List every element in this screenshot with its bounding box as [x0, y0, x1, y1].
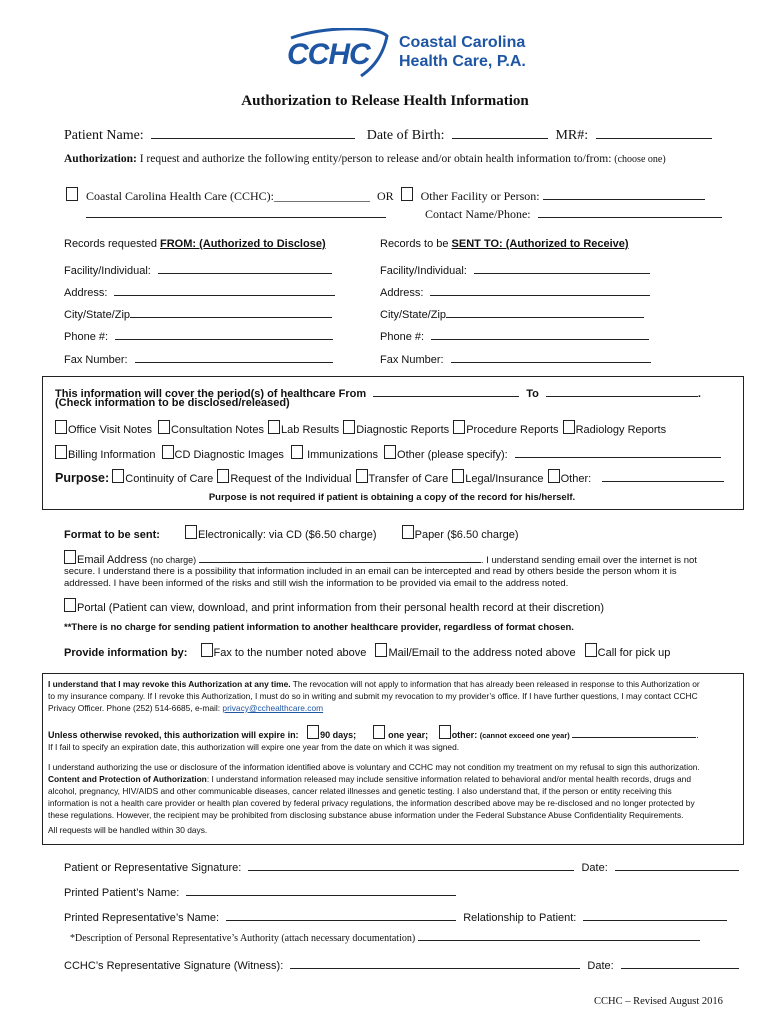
purpose-other-field[interactable] [602, 469, 724, 482]
from-address-label: Address: [64, 287, 108, 299]
purpose-other-checkbox[interactable] [548, 469, 560, 483]
period-to-label: To [526, 388, 539, 400]
logo [283, 28, 526, 78]
to-facility-row [380, 261, 650, 277]
content-line1 [48, 774, 691, 785]
mr-label: MR#: [555, 128, 589, 143]
request-label: Request of the Individual [230, 473, 352, 485]
continuity-checkbox[interactable] [112, 469, 124, 483]
page-title: Authorization to Release Health Information [241, 93, 529, 109]
expire-90-checkbox[interactable] [307, 725, 319, 739]
witness-row [64, 956, 739, 972]
from-fax-label: Fax Number: [64, 354, 128, 366]
provide-pickup[interactable] [585, 647, 671, 659]
consultation-checkbox[interactable] [158, 420, 170, 434]
provide-mail-label: Mail/Email to the address noted above [388, 647, 576, 659]
purpose-note: Purpose is not required if patient is obtaining a copy of the record for his/herself. [208, 492, 576, 503]
diagnostic-checkbox[interactable] [343, 420, 355, 434]
privacy-email-link[interactable]: privacy@cchealthcare.com [222, 703, 324, 713]
to-city-label: City/State/Zip [380, 309, 447, 321]
expire-label: Unless otherwise revoked, this authorization will expire in: [48, 730, 299, 740]
period-line2: (Check information to be disclosed/released) [55, 397, 290, 409]
expire-other-label: other: [451, 730, 478, 740]
provide-label: Provide information by: [64, 647, 188, 659]
to-address-row [380, 283, 650, 299]
logo-name-line1: Coastal Carolina [399, 34, 526, 51]
revoke-line3 [48, 703, 323, 714]
from-facility-label: Facility/Individual: [64, 265, 151, 277]
provide-mail-checkbox[interactable] [375, 643, 387, 657]
purpose-transfer[interactable] [356, 473, 449, 485]
from-address-row [64, 283, 335, 299]
provide-fax-checkbox[interactable] [201, 643, 213, 657]
revoke-line1 [48, 679, 700, 690]
from-address-field[interactable] [114, 283, 335, 296]
from-city-label: City/State/Zip [64, 309, 131, 321]
no-charge-note: **There is no charge for sending patient information to another healthcare provider, regardless of format chosen. [64, 622, 574, 633]
revoke-line2: to my insurance company. If I revoke this Authorization, I must do so in writing and submit my revocation to my provider’s office. If I have further questions, I may contact CCHC [48, 691, 698, 701]
email-tail: . I understand sending email over the internet is not [480, 555, 697, 566]
to-city-row [380, 305, 644, 321]
office-visit-checkbox[interactable] [55, 420, 67, 434]
contact-label: Contact Name/Phone: [425, 207, 531, 221]
expire-90-label: 90 days; [320, 730, 357, 740]
to-fax-row [380, 350, 651, 366]
to-address-label: Address: [380, 287, 424, 299]
expire-other-field[interactable] [572, 728, 696, 738]
from-facility-row [64, 261, 332, 277]
authorization-label: Authorization: [64, 153, 137, 165]
patient-name-field[interactable] [151, 126, 355, 139]
relationship-field[interactable] [583, 908, 727, 921]
electronic-label: Electronically: via CD ($6.50 charge) [198, 529, 377, 541]
mr-field[interactable] [596, 126, 712, 139]
provide-mail[interactable] [375, 647, 575, 659]
voluntary-text: I understand authorizing the use or disclosure of the information identified above is voluntary and CCHC may not condition my treatment on my refusal to sign this authorization. [48, 762, 700, 772]
content-text1: : I understand information released may include sensitive information related to behavioral and/or mental health records, drugs and [206, 774, 691, 784]
provide-pickup-checkbox[interactable] [585, 643, 597, 657]
period-to-field[interactable] [546, 384, 698, 397]
printed-rep-label: Printed Representative’s Name: [64, 912, 220, 924]
printed-rep-field[interactable] [226, 908, 456, 921]
authorization-choose: (choose one) [614, 154, 666, 165]
expire-year-label: one year; [388, 730, 429, 740]
contact-field[interactable] [538, 205, 722, 218]
immunizations-checkbox[interactable] [291, 445, 303, 459]
witness-date-field[interactable] [621, 956, 739, 969]
records-from-emph: FROM: (Authorized to Disclose) [160, 238, 326, 250]
records-from-prefix: Records requested [64, 238, 160, 250]
to-phone-row [380, 327, 649, 343]
other-facility-label: Other Facility or Person: [420, 189, 540, 203]
option-immunizations[interactable] [291, 449, 378, 461]
period-line1: This information will cover the period(s) of healthcare From To . [55, 384, 701, 400]
witness-field[interactable] [290, 956, 580, 969]
provide-pickup-label: Call for pick up [597, 647, 671, 659]
option-other[interactable] [384, 449, 508, 461]
portal-label: Portal (Patient can view, download, and print information from their personal health record at their discretion) [77, 602, 605, 614]
from-city-row [64, 305, 332, 321]
patient-signature-field[interactable] [248, 858, 574, 871]
email-label: Email Address [77, 554, 148, 566]
records-to-emph: SENT TO: (Authorized to Receive) [451, 238, 629, 250]
content-line2: alcohol, pregnancy, HIV/AIDS and other communicable diseases, cancer related illnesses and genetic testing. I also understand that, if the person or entity receiving this [48, 786, 672, 796]
other-facility-field[interactable] [543, 187, 705, 200]
patient-signature-date-field[interactable] [615, 858, 739, 871]
to-phone-label: Phone #: [380, 331, 425, 343]
paper-label: Paper ($6.50 charge) [414, 529, 519, 541]
period-from-field[interactable] [373, 384, 519, 397]
disclosure-options-row2 [55, 445, 721, 461]
expire-other-note: (cannot exceed one year) [479, 731, 570, 740]
format-electronic[interactable] [185, 529, 377, 541]
from-phone-field[interactable] [115, 327, 333, 340]
printed-rep-row [64, 908, 727, 924]
cchc-blank[interactable]: ________________ [273, 189, 370, 203]
revoke-bold: I understand that I may revoke this Authorization at any time. [48, 679, 291, 689]
legal-label: Legal/Insurance [465, 473, 544, 485]
description-row [70, 931, 700, 944]
description-field[interactable] [418, 931, 700, 941]
to-facility-field[interactable] [474, 261, 650, 274]
to-city-field[interactable] [446, 305, 644, 318]
authorization-text: I request and authorize the following entity/person to release and/or obtain health information to/from: [139, 153, 612, 165]
legal-checkbox[interactable] [452, 469, 464, 483]
dob-label: Date of Birth: [366, 128, 445, 143]
witness-label: CCHC’s Representative Signature (Witness): [64, 960, 284, 972]
patient-signature-row [64, 858, 739, 874]
portal-checkbox[interactable] [64, 598, 76, 612]
to-fax-label: Fax Number: [380, 354, 444, 366]
billing-checkbox[interactable] [55, 445, 67, 459]
content-line4: these regulations. However, the recipient may be prohibited from disclosing substance abuse information under the Federal Substance Abuse Confidentiality Requirements. [48, 810, 684, 820]
cd-images-checkbox[interactable] [162, 445, 174, 459]
other-facility-checkbox[interactable] [401, 187, 413, 201]
purpose-label: Purpose: [55, 471, 110, 485]
option-lab-results[interactable] [268, 424, 339, 436]
period-from-label: This information will cover the period(s) of healthcare From [55, 388, 367, 400]
logo-mark: CCHC [287, 38, 370, 71]
to-phone-field[interactable] [431, 327, 649, 340]
expire-other[interactable] [439, 730, 478, 740]
expire-year[interactable] [373, 730, 429, 740]
content-bold: Content and Protection of Authorization [48, 774, 207, 784]
portal-row[interactable] [64, 598, 604, 614]
records-from-heading [64, 238, 326, 250]
patient-signature-date-label: Date: [581, 862, 608, 874]
cchc-label: Coastal Carolina Health Care (CCHC): [86, 189, 274, 203]
from-city-field[interactable] [130, 305, 332, 318]
email-line3: addressed. I have been informed of the risks and still wish the information to be provided via email to the address noted. [64, 578, 569, 589]
expire-other-checkbox[interactable] [439, 725, 451, 739]
purpose-continuity[interactable] [112, 473, 213, 485]
from-facility-field[interactable] [158, 261, 332, 274]
provide-fax-label: Fax to the number noted above [213, 647, 367, 659]
email-row [64, 550, 697, 566]
electronic-checkbox[interactable] [185, 525, 197, 539]
or-label: OR [376, 189, 394, 203]
continuity-label: Continuity of Care [125, 473, 214, 485]
expire-year-checkbox[interactable] [373, 725, 385, 739]
witness-date-label: Date: [587, 960, 614, 972]
printed-patient-label: Printed Patient’s Name: [64, 887, 180, 899]
patient-signature-label: Patient or Representative Signature: [64, 862, 242, 874]
content-line5: All requests will be handled within 30 days. [48, 825, 208, 835]
patient-line [64, 126, 712, 144]
expire-90[interactable] [307, 730, 356, 740]
entity-row [66, 187, 705, 204]
records-to-heading [380, 238, 629, 250]
radiology-checkbox[interactable] [563, 420, 575, 434]
transfer-checkbox[interactable] [356, 469, 368, 483]
diagnostic-label: Diagnostic Reports [356, 424, 450, 436]
authorization-statement [64, 153, 666, 165]
option-billing[interactable] [55, 449, 155, 461]
other-specify-field[interactable] [515, 445, 721, 458]
option-office-visit[interactable] [55, 424, 152, 436]
from-phone-label: Phone #: [64, 331, 109, 343]
expire-row: Unless otherwise revoked, this authorization will expire in: 90 days; one year; other: (cannot exceed one year) . [48, 725, 699, 740]
relationship-label: Relationship to Patient: [463, 912, 577, 924]
email-line2: secure. I understand there is a possibility that information included in an email can be intercepted and read by others beside the person whom it is [64, 566, 677, 577]
printed-patient-row [64, 883, 456, 899]
option-consultation[interactable] [158, 424, 264, 436]
disclosure-options-row1 [55, 420, 666, 436]
content-line3: information is not a health care provider or health plan covered by federal privacy regulations, the information described above may be re-disclosed and no longer protected by [48, 798, 695, 808]
procedure-label: Procedure Reports [466, 424, 559, 436]
purpose-other-label: Other: [560, 473, 592, 485]
description-label: *Description of Personal Representative’s Authority (attach necessary documentation) [70, 933, 416, 944]
provide-fax[interactable] [201, 647, 367, 659]
option-radiology[interactable] [563, 424, 667, 436]
purpose-row [55, 469, 724, 485]
format-row [64, 525, 519, 541]
purpose-request[interactable] [217, 473, 351, 485]
email-field[interactable] [199, 550, 481, 563]
contact-row [86, 205, 722, 222]
logo-name-line2: Health Care, P.A. [399, 53, 526, 70]
format-label: Format to be sent: [64, 529, 160, 541]
option-procedure[interactable] [453, 424, 558, 436]
to-facility-label: Facility/Individual: [380, 265, 467, 277]
cchc-extra-field[interactable] [86, 205, 386, 218]
patient-name-label: Patient Name: [64, 128, 144, 143]
from-phone-row [64, 327, 333, 343]
email-checkbox[interactable] [64, 550, 76, 564]
expire-default: If I fail to specify an expiration date, this authorization will expire one year from the date on which it was signed. [48, 742, 460, 752]
paper-checkbox[interactable] [402, 525, 414, 539]
other-checkbox[interactable] [384, 445, 396, 459]
radiology-label: Radiology Reports [575, 424, 667, 436]
billing-label: Billing Information [68, 449, 156, 461]
revoke-text1: The revocation will not apply to information that has already been released in response to this Authorization or [292, 679, 700, 689]
option-diagnostic[interactable] [343, 424, 449, 436]
email-note: (no charge) [150, 555, 197, 565]
purpose-legal[interactable] [452, 473, 543, 485]
lab-results-checkbox[interactable] [268, 420, 280, 434]
purpose-other[interactable] [548, 473, 592, 485]
other-label: Other (please specify): [397, 449, 508, 461]
procedure-checkbox[interactable] [453, 420, 465, 434]
to-fax-field[interactable] [451, 350, 651, 363]
from-fax-row [64, 350, 333, 366]
lab-results-label: Lab Results [281, 424, 340, 436]
to-address-field[interactable] [430, 283, 650, 296]
footer-revision: CCHC – Revised August 2016 [594, 996, 723, 1007]
immunizations-label: Immunizations [307, 449, 378, 461]
consultation-label: Consultation Notes [171, 424, 264, 436]
request-checkbox[interactable] [217, 469, 229, 483]
cd-images-label: CD Diagnostic Images [174, 449, 284, 461]
printed-patient-field[interactable] [186, 883, 456, 896]
dob-field[interactable] [452, 126, 548, 139]
option-cd-images[interactable] [162, 449, 284, 461]
office-visit-label: Office Visit Notes [68, 424, 152, 436]
records-to-prefix: Records to be [380, 238, 452, 250]
cchc-checkbox[interactable] [66, 187, 78, 201]
provide-row [64, 643, 670, 659]
from-fax-field[interactable] [135, 350, 333, 363]
transfer-label: Transfer of Care [368, 473, 449, 485]
revoke-text3: Privacy Officer. Phone (252) 514-6685, e-mail: [48, 703, 221, 713]
format-paper[interactable] [402, 529, 519, 541]
